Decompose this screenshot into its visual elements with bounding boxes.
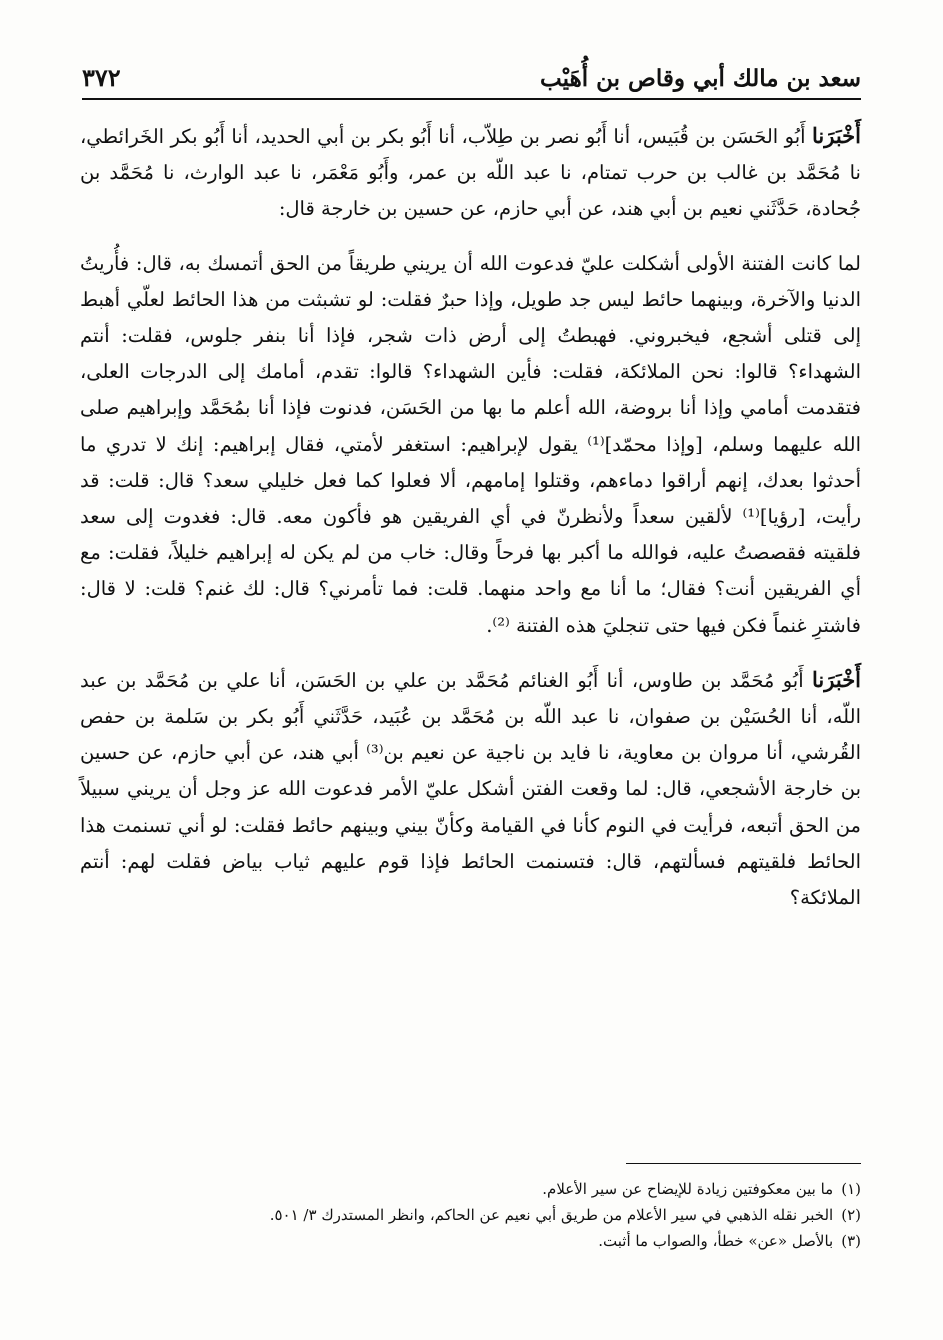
- footnote-3: [82, 1228, 861, 1254]
- running-title: سعد بن مالك أبي وقاص بن أُهَيْب: [540, 65, 861, 92]
- footnote-1: [82, 1176, 861, 1202]
- footnotes: [82, 1176, 861, 1254]
- footnote-text: ما بين معكوفتين زيادة للإيضاح عن سير الأعلام.: [542, 1180, 834, 1198]
- footnote-marker: (٢): [841, 1206, 861, 1224]
- paragraph-2: [80, 246, 861, 644]
- paragraph-lead-word: أَخْبَرَنا: [812, 666, 862, 692]
- footnote-text: الخبر نقله الذهبي في سير الأعلام من طريق أبي نعيم عن الحاكم، وانظر المستدرك ٣/ ٥٠١.: [269, 1206, 834, 1224]
- running-header: [82, 58, 861, 100]
- paragraph-1: [80, 118, 861, 228]
- paragraph-text: أَبُو مُحَمَّد بن طاوس، أنا أَبُو الغنائم مُحَمَّد بن علي بن الحَسَن، أنا علي بن مُحَمَّد بن عبد اللّه، أنا الحُسَيْن بن صفوان، نا عبد اللّه بن مُحَمَّد بن عُبَيد، حَدَّثَني أَبُو بكر بن سَلمة بن حفص القُرشي، أنا مروان بن معاوية، نا فايد بن ناجية عن نعيم بن⁽³⁾ أبي هند، عن أبي حازم، عن حسين بن خارجة الأشجعي، قال: لما وقعت الفتن أشكل عليّ الأمر فدعوت الله عز وجل أن يريني سبيلاً من الحق أتبعه، فرأيت في النوم كأنا في القيامة وكأنّ بيني وبينهم حائط فقلت: لو أني تسنمت هذا الحائط فلقيتهم فسألتهم، قال: فتسنمت الحائط فإذا قوم عليهم ثياب بياض فقلت لهم: أنتم الملائكة؟: [80, 668, 861, 910]
- footnote-text: بالأصل «عن» خطأ، والصواب ما أثبت.: [598, 1232, 834, 1250]
- footnote-divider: [626, 1163, 861, 1164]
- main-text: [80, 118, 861, 916]
- footnote-marker: (٣): [841, 1232, 861, 1250]
- paragraph-text: أَبُو الحَسَن بن قُبَيس، أنا أَبُو نصر بن طِلاّب، أنا أَبُو بكر بن أبي الحديد، أنا أَبُو بكر الخَرائطي، نا مُحَمَّد بن غالب بن حرب تمتام، نا عبد اللّه بن عمر، وأَبُو مَعْمَر، نا عبد الوارث، نا مُحَمَّد بن جُحادة، حَدَّثَني نعيم بن أبي هند، عن أبي حازم، عن حسين بن خارجة قال:: [80, 125, 861, 221]
- paragraph-lead-word: أَخْبَرَنا: [812, 123, 861, 148]
- page-number: ٣٧٢: [82, 63, 121, 92]
- paragraph-3: [80, 662, 861, 916]
- paragraph-text: لما كانت الفتنة الأولى أشكلت عليّ فدعوت الله أن يريني طريقاً من الحق أتمسك به، قال: فأُريتُ الدنيا والآخرة، وبينهما حائط ليس جد طويل، وإذا حبرٌ فقلت: لو تشبثت من هذا الحائط لعلّي أهبط إلى قتلى أشجع، فيخبروني. فهبطتُ إلى أرض ذات شجر، فإذا أنا بنفر جلوس، فقلت: أنتم الشهداء؟ قالوا: نحن الملائكة، فقلت: فأين الشهداء؟ قالوا: تقدم، أمامك إلى الدرجات العلى، فتقدمت أمامي وإذا أنا بروضة، الله أعلم ما بها من الحَسَن، فدنوت فإذا أنا بمُحَمَّد وإبراهيم صلى الله عليهما وسلم، [وإذا محمّد]⁽¹⁾ يقول لإبراهيم: استغفر لأمتي، فقال إبراهيم: إنك لا تدري ما أحدثوا بعدك، إنهم أراقوا دماءهم، وقتلوا إمامهم، ألا فعلوا كما فعل خليلي سعد؟ قال: قلت: قد رأيت، [رؤيا]⁽¹⁾ لألقين سعداً ولأنظرنّ في أي الفريقين هو فأكون معه. قال: فغدوت إلى سعد فلقيته فقصصتُ عليه، فوالله ما أكبر بها فرحاً وقال: خاب من لم يكن له إبراهيم خليلاً، فقلت: مع أي الفريقين أنت؟ فقال؛ ما أنا مع واحد منهما. قلت: فما تأمرني؟ قال: لك غنم؟ قلت: لا قال: فاشترِ غنماً فكن فيها حتى تنجليَ هذه الفتنة ⁽²⁾.: [80, 251, 862, 637]
- footnote-2: [82, 1202, 861, 1228]
- footnote-marker: (١): [841, 1180, 861, 1198]
